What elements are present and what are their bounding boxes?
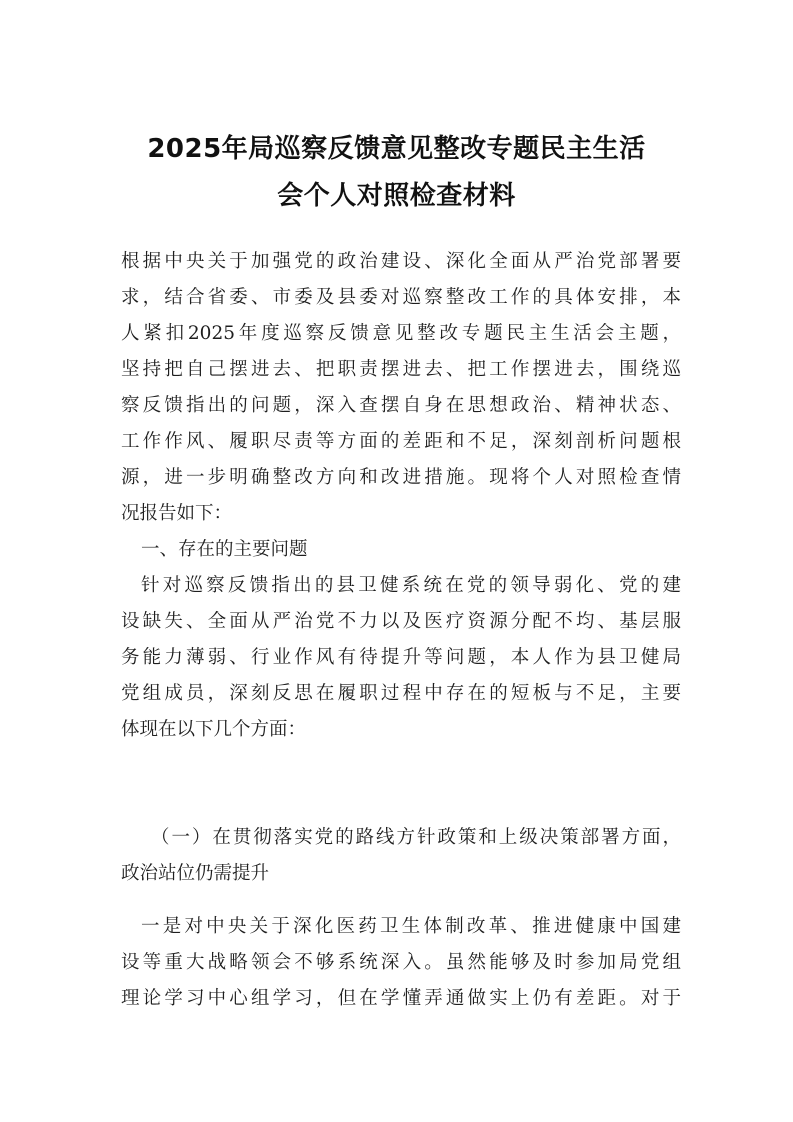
paragraph-line: 人紧扣2025年度巡察反馈意见整改专题民主生活会主题， <box>121 323 681 344</box>
paragraph-line: 务能力薄弱、行业作风有待提升等问题，本人作为县卫健局 <box>121 647 681 668</box>
paragraph-line: 政治站位仍需提升 <box>121 863 270 884</box>
paragraph-line: 工作作风、履职尽责等方面的差距和不足，深刻剖析问题根 <box>121 431 681 452</box>
document-title-line-2: 会个人对照检查材料 <box>277 181 516 211</box>
paragraph-line: 源，进一步明确整改方向和改进措施。现将个人对照检查情 <box>121 467 681 488</box>
paragraph-line: 况报告如下： <box>121 503 233 524</box>
paragraph-line: 根据中央关于加强党的政治建设、深化全面从严治党部署要 <box>121 251 681 272</box>
paragraph-line: 理论学习中心组学习，但在学懂弄通做实上仍有差距。对于 <box>121 988 681 1009</box>
paragraph-line: 一是对中央关于深化医药卫生体制改革、推进健康中国建 <box>141 916 681 937</box>
paragraph-line: （一）在贯彻落实党的路线方针政策和上级决策部署方面， <box>151 827 681 848</box>
paragraph-line: 察反馈指出的问题，深入查摆自身在思想政治、精神状态、 <box>121 395 681 416</box>
section-heading-text: 一、存在的主要问题 <box>141 539 308 560</box>
paragraph-line: 设等重大战略领会不够系统深入。虽然能够及时参加局党组 <box>121 952 681 973</box>
paragraph-line: 针对巡察反馈指出的县卫健系统在党的领导弱化、党的建 <box>141 575 681 596</box>
document-title-line-1: 2025年局巡察反馈意见整改专题民主生活 <box>147 134 646 164</box>
paragraph-line: 求，结合省委、市委及县委对巡察整改工作的具体安排，本 <box>121 287 681 308</box>
paragraph-line: 党组成员，深刻反思在履职过程中存在的短板与不足，主要 <box>121 683 681 704</box>
paragraph-line: 设缺失、全面从严治党不力以及医疗资源分配不均、基层服 <box>121 611 681 632</box>
paragraph-line: 体现在以下几个方面： <box>121 719 307 740</box>
paragraph-line: 坚持把自己摆进去、把职责摆进去、把工作摆进去，围绕巡 <box>121 359 681 380</box>
